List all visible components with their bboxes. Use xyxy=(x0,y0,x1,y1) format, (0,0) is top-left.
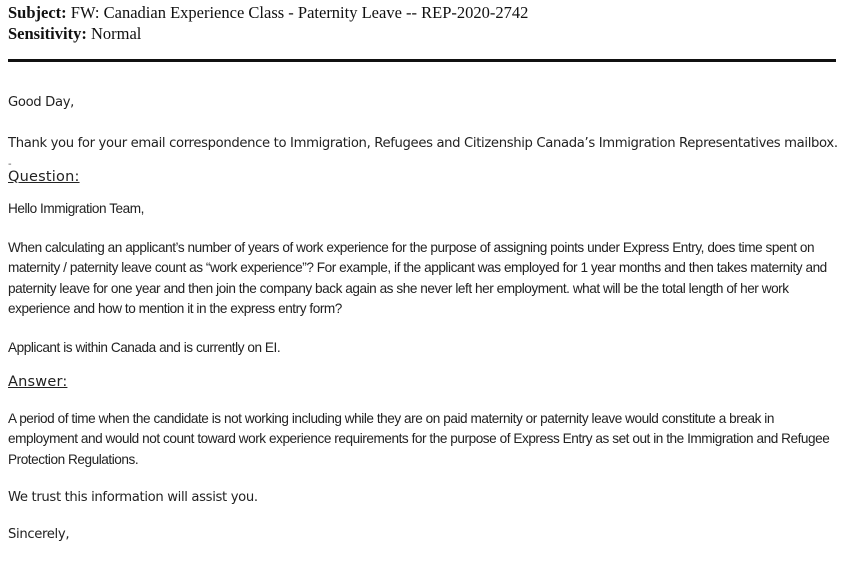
spacer xyxy=(8,393,838,409)
answer-heading: Answer: xyxy=(8,374,68,390)
email-body xyxy=(8,93,838,545)
question-text: When calculating an applicant’s number of years of work experience for the purpose of assigning points under Express Entry, does time spent on maternity / paternity leave count as “work experience”? For example, if the applicant was employed for 1 year months and then takes maternity and paternity leave for one year and then join the company back again as she never left her employment. what will be the total length of her work experience and how to mention it in the express entry form? xyxy=(8,239,827,316)
stray-dash: - xyxy=(8,158,12,170)
intro-paragraph: Thank you for your email correspondence to Immigration, Refugees and Citizenship Canada’s Immigration Representatives mailbox. xyxy=(8,136,838,151)
subject-line xyxy=(8,2,528,23)
question-heading: Question: xyxy=(8,168,80,185)
header-divider xyxy=(8,59,836,62)
question-greeting: Hello Immigration Team, xyxy=(8,201,144,216)
spacer xyxy=(8,509,838,525)
sign-off: Sincerely, xyxy=(8,526,70,542)
greeting: Good Day, xyxy=(8,95,75,110)
answer-text: A period of time when the candidate is not working including while they are on paid maternity or paternity leave would constitute a break in employment and would not count toward work experience requirements for the purpose of Express Entry as set out in the Immigration and Refugee Protection Regulations. xyxy=(8,410,830,467)
spacer xyxy=(8,320,838,338)
spacer xyxy=(8,114,838,135)
spacer xyxy=(8,187,838,199)
question-note: Applicant is within Canada and is currently on EI. xyxy=(8,339,281,355)
sensitivity-label: Sensitivity: xyxy=(8,24,87,43)
sensitivity-value: Normal xyxy=(90,24,142,43)
subject-value: FW: Canadian Experience Class - Paternity Leave -- REP-2020-2742 xyxy=(70,3,529,22)
spacer xyxy=(8,358,838,372)
closing-line: We trust this information will assist you. xyxy=(8,490,258,505)
spacer xyxy=(8,470,838,488)
subject-label: Subject: xyxy=(8,3,67,22)
sensitivity-line xyxy=(8,23,528,44)
email-header xyxy=(8,2,528,44)
spacer xyxy=(8,220,838,238)
